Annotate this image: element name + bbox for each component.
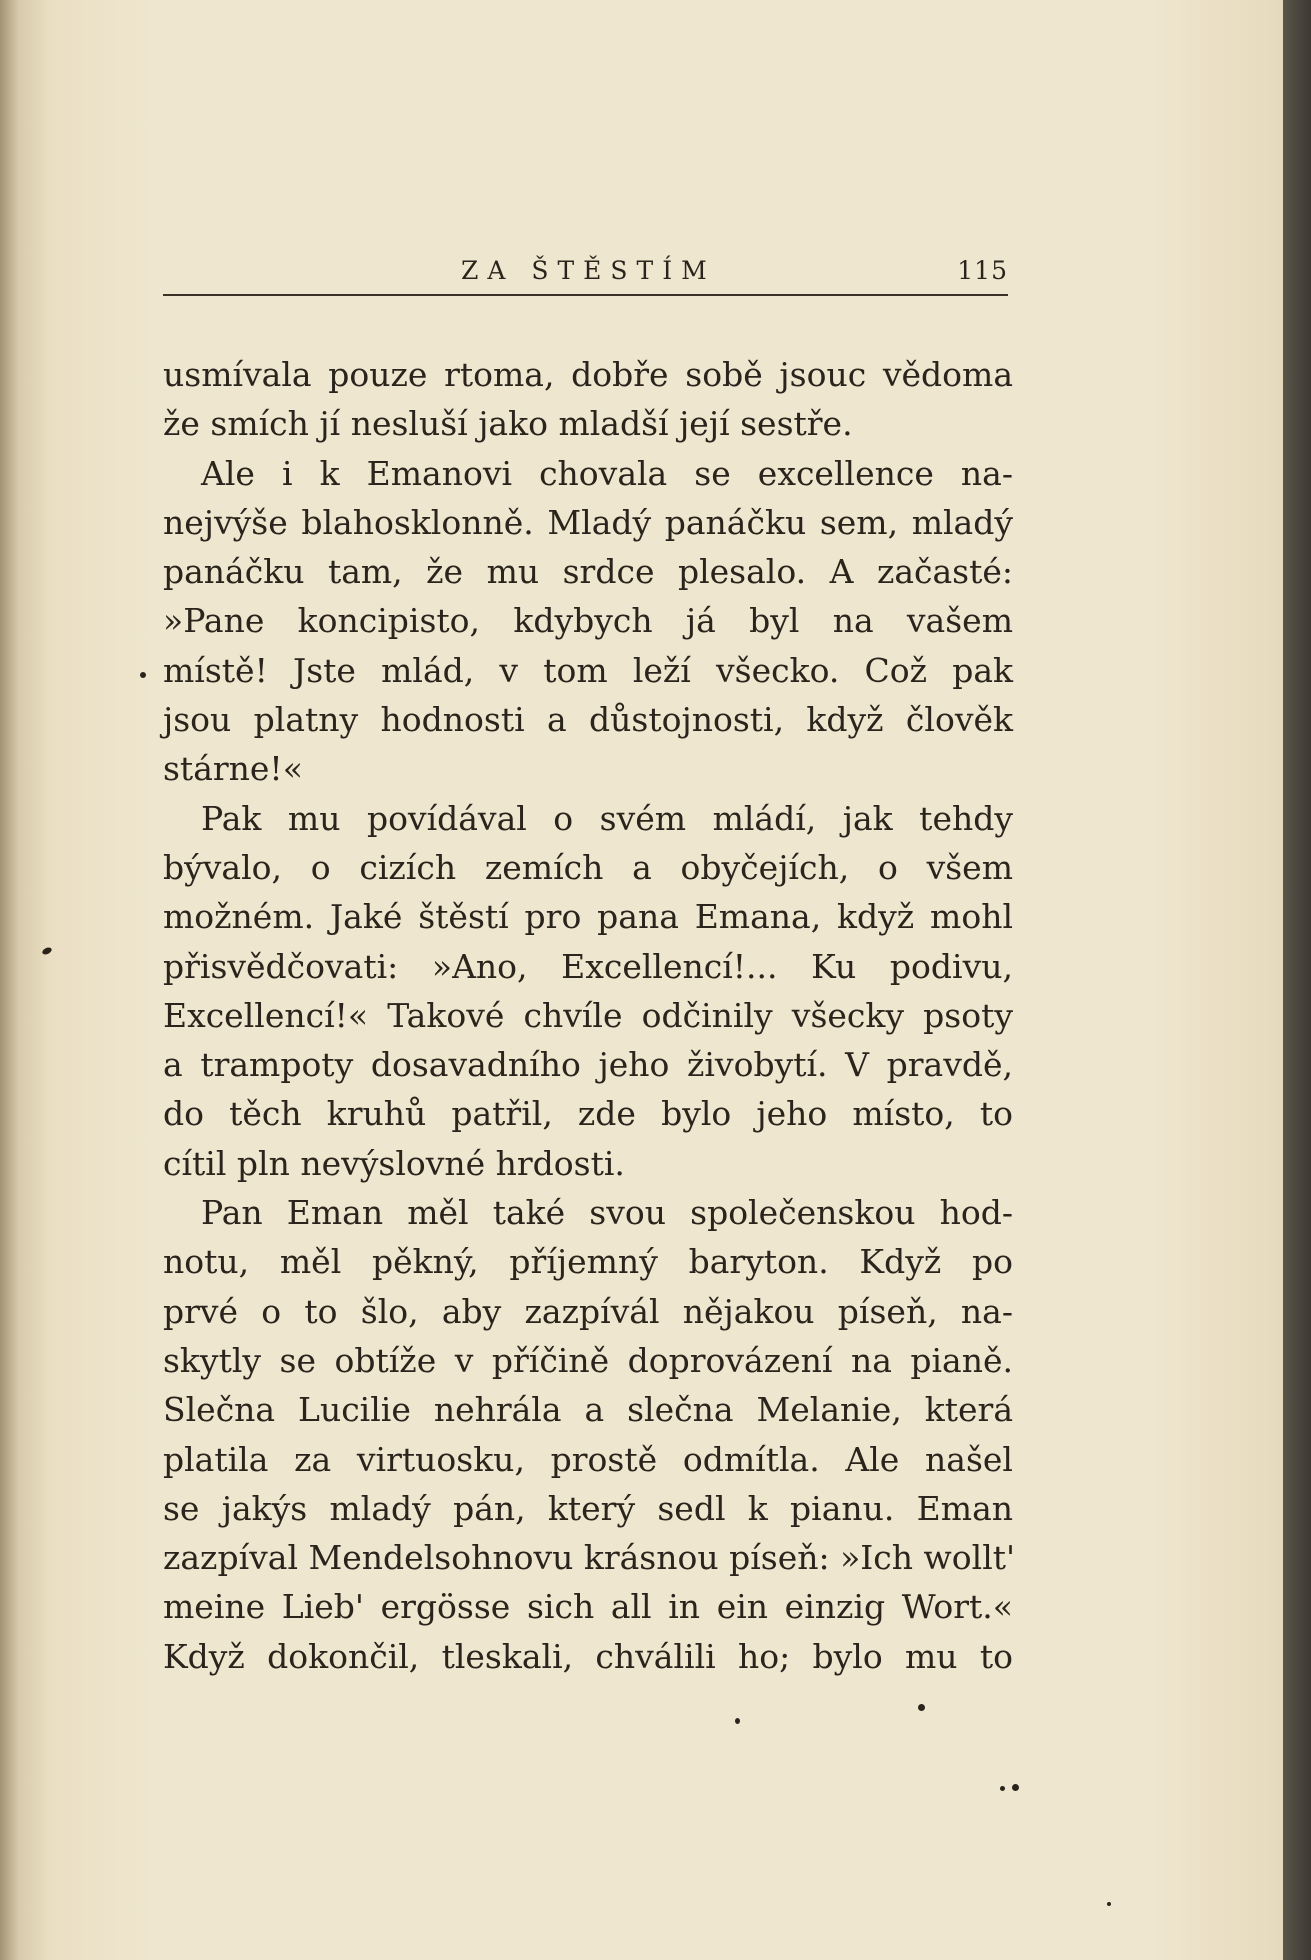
text-line: Pan Eman měl také svou společenskou hod- [201, 1193, 1013, 1233]
running-title: ZA ŠTĚSTÍM [461, 256, 716, 285]
text-line: panáčku tam, že mu srdce plesalo. A začasté: [163, 552, 1013, 592]
text-line: usmívala pouze rtoma, dobře sobě jsouc vědoma [163, 355, 1013, 394]
text-line: bývalo, o cizích zemích a obyčejích, o všem [163, 847, 1013, 887]
text-line: se jakýs mladý pán, který sedl k pianu. Eman [163, 1488, 1013, 1528]
ink-speck [735, 1718, 740, 1724]
text-line: Ale i k Emanovi chovala se excellence na- [201, 453, 1013, 493]
text-line: platila za virtuosku, prostě odmítla. Ale našel [163, 1439, 1013, 1479]
text-line: možném. Jaké štěstí pro pana Emana, když mohl [163, 897, 1013, 937]
text-line: do těch kruhů patřil, zde bylo jeho místo, to [163, 1094, 1013, 1134]
text-line: jsou platny hodnosti a důstojnosti, když člověk [163, 700, 1013, 740]
text-line: Slečna Lucilie nehrála a slečna Melanie, která [163, 1390, 1013, 1430]
text-line: že smích jí nesluší jako mladší její sestře. [163, 404, 853, 444]
ink-speck [1107, 1902, 1111, 1906]
gutter-shadow [0, 0, 48, 1960]
text-line: Excellencí!« Takové chvíle odčinily všecky psoty [163, 995, 1013, 1035]
text-line: Pak mu povídával o svém mládí, jak tehdy [201, 798, 1013, 838]
text-line: cítil pln nevýslovné hrdosti. [163, 1143, 625, 1183]
ink-speck [918, 1704, 925, 1711]
text-line: a trampoty dosavadního jeho živobytí. V pravdě, [163, 1045, 1013, 1085]
text-line: přisvědčovati: »Ano, Excellencí!... Ku podivu, [163, 946, 1013, 986]
text-line: prvé o to šlo, aby zazpívál nějakou píseň, na- [163, 1291, 1013, 1331]
running-head [163, 250, 1008, 298]
margin-speck [140, 672, 146, 678]
ink-speck [1000, 1786, 1005, 1791]
header-rule [163, 294, 1008, 296]
text-line: notu, měl pěkný, příjemný baryton. Když po [163, 1242, 1013, 1282]
page-number: 115 [957, 256, 1008, 285]
body-text [163, 350, 1023, 1681]
text-line: místě! Jste mlád, v tom leží všecko. Což pak [163, 650, 1013, 690]
text-line: Když dokončil, tleskali, chválili ho; bylo mu to [163, 1636, 1013, 1676]
text-line: zazpíval Mendelsohnovu krásnou píseň: »Ich wollt' [163, 1538, 1016, 1578]
text-line: meine Lieb' ergösse sich all in ein einzig Wort.« [163, 1587, 1013, 1627]
page-edge [1283, 0, 1311, 1960]
text-line: nejvýše blahosklonně. Mladý panáčku sem, mladý [163, 502, 1013, 542]
text-line: stárne!« [163, 749, 303, 789]
text-line: »Pane koncipisto, kdybych já byl na vašem [163, 601, 1013, 641]
ink-speck [1012, 1784, 1019, 1791]
text-line: skytly se obtíže v příčině doprovázení na pianě. [163, 1340, 1013, 1380]
